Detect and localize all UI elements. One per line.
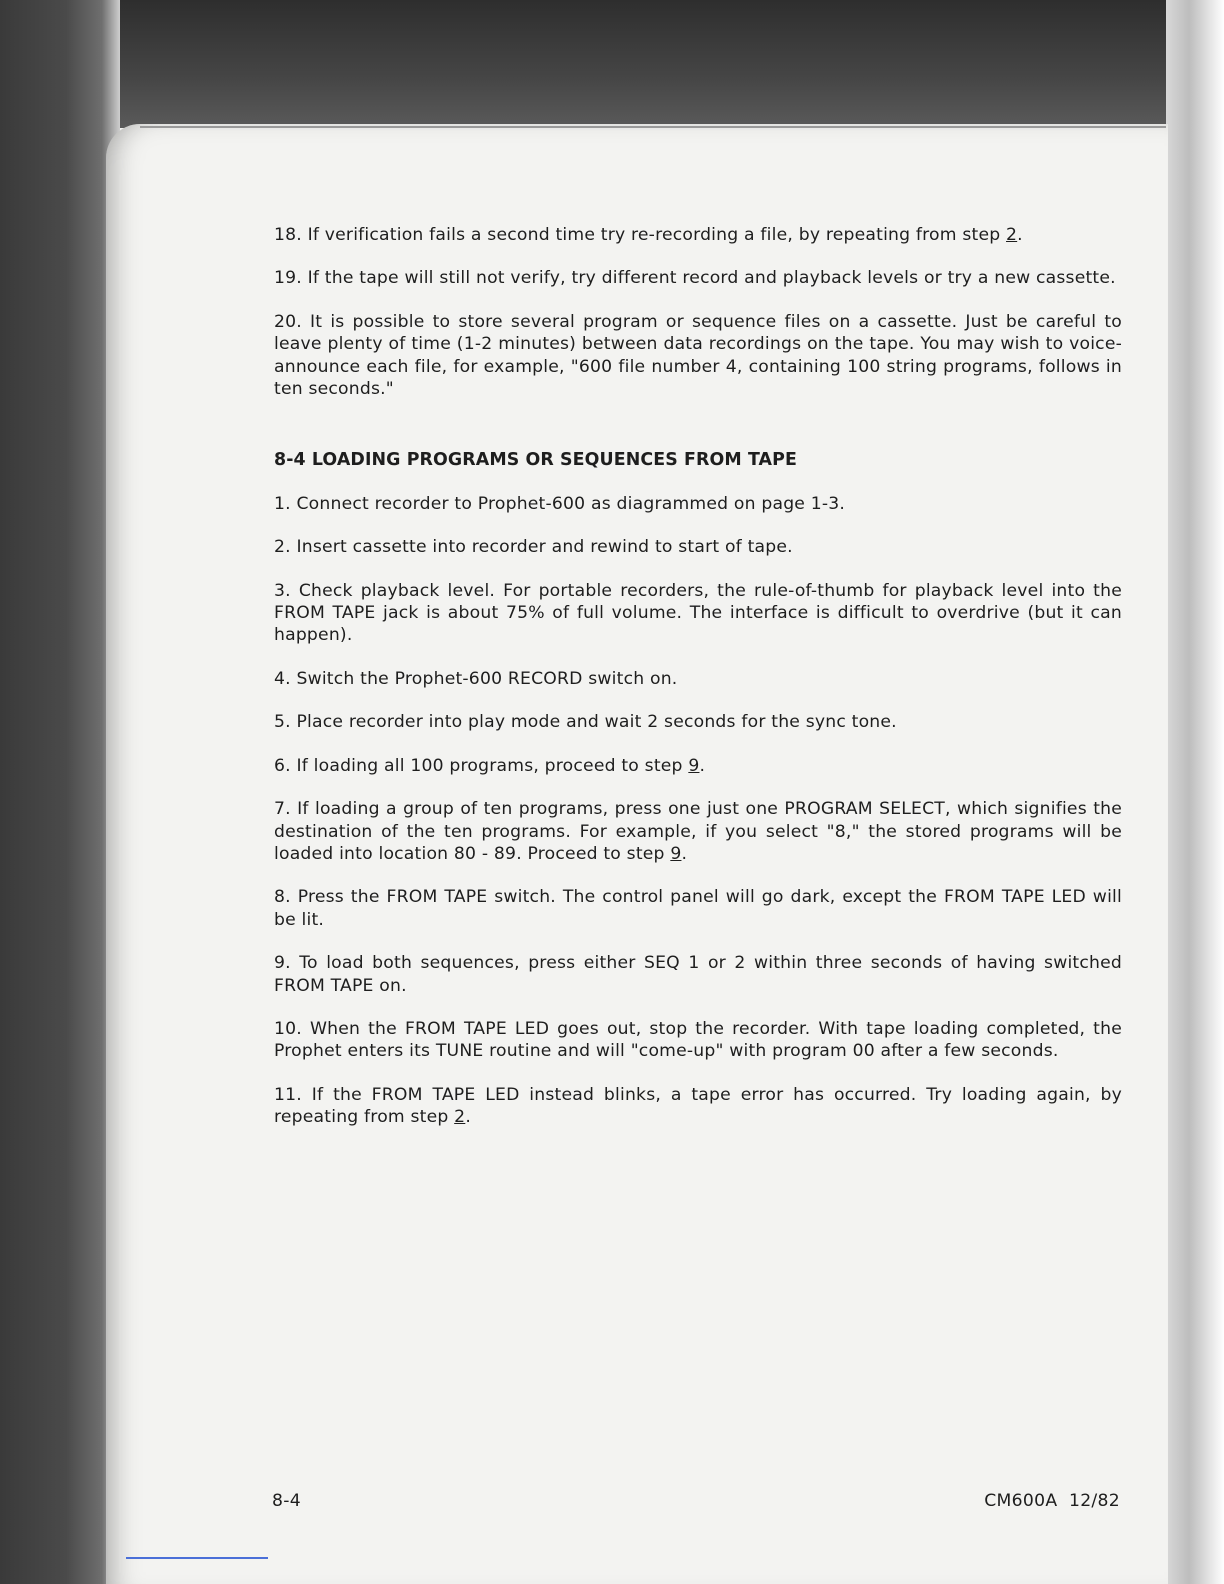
load-step-11-end: . (465, 1107, 471, 1128)
page-number: 8-4 (272, 1491, 301, 1511)
load-step-11-ref: 2 (454, 1107, 466, 1128)
step-20: 20. It is possible to store several program or sequence files on a cassette. Just be careful to leave plenty of time (1-2 minutes) between data recordings on the tape. You may wish to voice-announce each file, for example, "600 file number 4, containing 100 string programs, follows in ten seconds." (274, 311, 1122, 400)
load-step-7-ref: 9 (670, 843, 682, 864)
load-step-1: 1. Connect recorder to Prophet-600 as diagrammed on page 1-3. (274, 493, 846, 514)
load-step-7 (274, 798, 1122, 865)
page-edge-line (140, 126, 1166, 128)
step-18 (274, 224, 1122, 246)
load-step-5: 5. Place recorder into play mode and wait 2 seconds for the sync tone. (274, 712, 897, 733)
load-step-6 (274, 755, 1122, 777)
scanner-background-right (1166, 0, 1224, 1584)
load-step-11 (274, 1084, 1122, 1129)
load-step-7-end: . (681, 843, 688, 864)
page-content (274, 224, 1122, 1150)
step-18-ref: 2 (1006, 225, 1018, 245)
load-step-6-ref: 9 (688, 755, 700, 776)
load-step-11-text: 11. If the FROM TAPE LED instead blinks, a tape error has occurred. Try loading again, by repeating from step (274, 1084, 1122, 1128)
load-step-3: 3. Check playback level. For portable recorders, the rule-of-thumb for playback level into the FROM TAPE jack is about 75% of full volume. The interface is difficult to overdrive (but it can happen). (274, 580, 1122, 646)
load-step-7-text: 7. If loading a group of ten programs, press one just one PROGRAM SELECT, which signifies the destination of the ten programs. For example, if you select "8," the stored programs will be loaded into location 80 - 89. Proceed to step (274, 799, 1122, 864)
scanner-background-top (0, 0, 1224, 128)
load-step-10: 10. When the FROM TAPE LED goes out, stop the recorder. With tape loading completed, the Prophet enters its TUNE routine and will "come-up" with program 00 after a few seconds. (274, 1018, 1122, 1062)
load-step-2: 2. Insert cassette into recorder and rewind to start of tape. (274, 537, 793, 558)
load-step-4: 4. Switch the Prophet-600 RECORD switch on. (274, 668, 678, 689)
scanner-background-left (0, 0, 120, 1584)
blue-mark (126, 1557, 268, 1559)
section-heading: 8-4 LOADING PROGRAMS OR SEQUENCES FROM TAPE (274, 450, 797, 471)
load-step-8: 8. Press the FROM TAPE switch. The control panel will go dark, except the FROM TAPE LED will be lit. (274, 887, 1122, 930)
load-step-9: 9. To load both sequences, press either SEQ 1 or 2 within three seconds of having switched FROM TAPE on. (274, 953, 1122, 996)
step-19: 19. If the tape will still not verify, try different record and playback levels or try a new cassette. (274, 268, 1116, 289)
load-step-6-text: 6. If loading all 100 programs, proceed to step (274, 755, 689, 776)
load-step-6-end: . (699, 755, 706, 776)
document-code: CM600A 12/82 (984, 1491, 1120, 1511)
step-18-end: . (1017, 225, 1023, 245)
step-18-text: 18. If verification fails a second time try re-recording a file, by repeating from step (274, 225, 1007, 245)
